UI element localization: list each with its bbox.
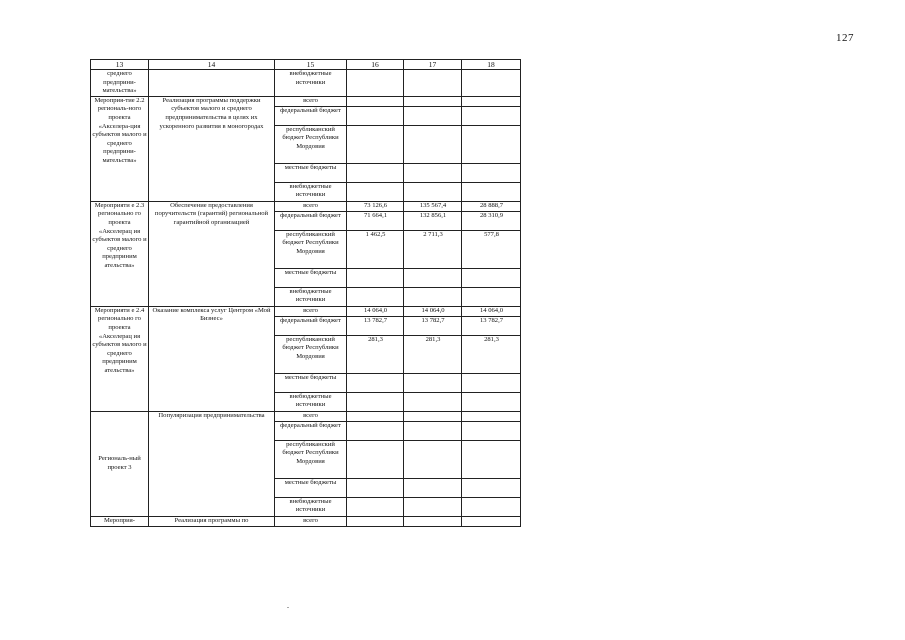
amount-cell-17 — [404, 268, 462, 287]
funding-source-cell: местные бюджеты — [275, 478, 347, 497]
funding-source-cell: всего — [275, 516, 347, 526]
funding-source-cell: федеральный бюджет — [275, 316, 347, 335]
project-description-cell: Реализация программы поддержки субъектов малого и среднего предпринимательства в целях их ускоренного развития в моногородах — [149, 96, 275, 201]
amount-cell-17 — [404, 182, 462, 201]
amount-cell-17: 2 711,3 — [404, 230, 462, 268]
amount-cell-17 — [404, 516, 462, 526]
amount-cell-17: 14 064,0 — [404, 306, 462, 316]
amount-cell-17: 281,3 — [404, 335, 462, 373]
amount-cell-18 — [462, 497, 521, 516]
amount-cell-16 — [347, 373, 404, 392]
funding-source-cell: местные бюджеты — [275, 163, 347, 182]
amount-cell-18: 28 310,9 — [462, 211, 521, 230]
funding-source-cell: республиканский бюджет Республики Мордовия — [275, 125, 347, 163]
project-description-cell: Оказание комплекса услуг Центром «Мой Бизнес» — [149, 306, 275, 411]
amount-cell-17 — [404, 497, 462, 516]
amount-cell-18 — [462, 125, 521, 163]
amount-cell-16 — [347, 70, 404, 97]
project-description-cell: Обеспечение предоставления поручительств (гарантий) региональной гарантийной организацией — [149, 201, 275, 306]
amount-cell-16: 71 664,1 — [347, 211, 404, 230]
amount-cell-16 — [347, 96, 404, 106]
amount-cell-17: 13 782,7 — [404, 316, 462, 335]
funding-source-cell: федеральный бюджет — [275, 421, 347, 440]
amount-cell-16: 73 126,6 — [347, 201, 404, 211]
header-cell-13: 13 — [91, 60, 149, 70]
amount-cell-17: 135 567,4 — [404, 201, 462, 211]
amount-cell-16 — [347, 440, 404, 478]
stray-mark: . — [287, 601, 289, 610]
page-number: 127 — [836, 32, 854, 44]
header-cell-16: 16 — [347, 60, 404, 70]
amount-cell-18 — [462, 268, 521, 287]
amount-cell-16 — [347, 516, 404, 526]
funding-source-cell: всего — [275, 411, 347, 421]
amount-cell-18 — [462, 478, 521, 497]
amount-cell-18 — [462, 373, 521, 392]
amount-cell-16 — [347, 421, 404, 440]
table-row — [91, 70, 521, 97]
project-name-cell: Региональ-ный проект 3 — [91, 411, 149, 516]
amount-cell-16 — [347, 182, 404, 201]
project-description-cell — [149, 70, 275, 97]
amount-cell-16 — [347, 411, 404, 421]
project-name-cell: Мероприя- — [91, 516, 149, 526]
amount-cell-17 — [404, 392, 462, 411]
header-cell-14: 14 — [149, 60, 275, 70]
amount-cell-18: 281,3 — [462, 335, 521, 373]
amount-cell-17 — [404, 287, 462, 306]
funding-source-cell: внебюджетные источники — [275, 392, 347, 411]
amount-cell-18 — [462, 516, 521, 526]
amount-cell-18: 28 888,7 — [462, 201, 521, 211]
project-name-cell: Мероприяти е 2.3 регионально го проекта «Акселерац ия субъектов малого и среднего предприним ательства» — [91, 201, 149, 306]
funding-source-cell: внебюджетные источники — [275, 70, 347, 97]
project-description-cell: Популяризация предпринимательства — [149, 411, 275, 516]
amount-cell-18 — [462, 287, 521, 306]
funding-source-cell: республиканский бюджет Республики Мордовия — [275, 230, 347, 268]
table-row — [91, 96, 521, 106]
amount-cell-16 — [347, 497, 404, 516]
project-description-cell: Реализация программы по — [149, 516, 275, 526]
amount-cell-17 — [404, 478, 462, 497]
amount-cell-16 — [347, 125, 404, 163]
funding-source-cell: внебюджетные источники — [275, 497, 347, 516]
funding-source-cell: республиканский бюджет Республики Мордовия — [275, 440, 347, 478]
amount-cell-17 — [404, 106, 462, 125]
amount-cell-18 — [462, 411, 521, 421]
amount-cell-16: 1 462,5 — [347, 230, 404, 268]
amount-cell-18: 13 782,7 — [462, 316, 521, 335]
table-row — [91, 411, 521, 421]
table-row — [91, 306, 521, 316]
funding-source-cell: федеральный бюджет — [275, 211, 347, 230]
project-name-cell: Мероприя-тие 2.2 региональ-ного проекта «Акселера-ция субъектов малого и среднего предприни-мательства» — [91, 96, 149, 201]
amount-cell-17: 132 856,1 — [404, 211, 462, 230]
table-row — [91, 201, 521, 211]
amount-cell-18 — [462, 163, 521, 182]
amount-cell-16: 13 782,7 — [347, 316, 404, 335]
project-name-cell: среднего предприни-мательства» — [91, 70, 149, 97]
amount-cell-18 — [462, 106, 521, 125]
amount-cell-18 — [462, 182, 521, 201]
funding-source-cell: местные бюджеты — [275, 268, 347, 287]
funding-source-cell: внебюджетные источники — [275, 287, 347, 306]
funding-source-cell: всего — [275, 201, 347, 211]
amount-cell-18: 14 064,0 — [462, 306, 521, 316]
amount-cell-17 — [404, 411, 462, 421]
amount-cell-18 — [462, 392, 521, 411]
amount-cell-16 — [347, 268, 404, 287]
amount-cell-17 — [404, 163, 462, 182]
funding-source-cell: всего — [275, 96, 347, 106]
amount-cell-16 — [347, 392, 404, 411]
amount-cell-17 — [404, 373, 462, 392]
funding-source-cell: федеральный бюджет — [275, 106, 347, 125]
amount-cell-17 — [404, 96, 462, 106]
amount-cell-17 — [404, 421, 462, 440]
amount-cell-17 — [404, 125, 462, 163]
project-name-cell: Мероприяти е 2.4 регионально го проекта «Акселерац ия субъектов малого и среднего предприним ательства» — [91, 306, 149, 411]
amount-cell-16 — [347, 287, 404, 306]
table-row — [91, 516, 521, 526]
amount-cell-17 — [404, 440, 462, 478]
amount-cell-18 — [462, 96, 521, 106]
amount-cell-18 — [462, 421, 521, 440]
header-cell-17: 17 — [404, 60, 462, 70]
amount-cell-16: 14 064,0 — [347, 306, 404, 316]
amount-cell-18: 577,8 — [462, 230, 521, 268]
funding-source-cell: республиканский бюджет Республики Мордовия — [275, 335, 347, 373]
header-row — [91, 60, 521, 70]
funding-source-cell: всего — [275, 306, 347, 316]
amount-cell-16: 281,3 — [347, 335, 404, 373]
amount-cell-16 — [347, 478, 404, 497]
funding-source-cell: внебюджетные источники — [275, 182, 347, 201]
amount-cell-16 — [347, 106, 404, 125]
budget-table — [90, 59, 521, 527]
amount-cell-18 — [462, 440, 521, 478]
amount-cell-18 — [462, 70, 521, 97]
header-cell-15: 15 — [275, 60, 347, 70]
amount-cell-17 — [404, 70, 462, 97]
header-cell-18: 18 — [462, 60, 521, 70]
funding-source-cell: местные бюджеты — [275, 373, 347, 392]
amount-cell-16 — [347, 163, 404, 182]
